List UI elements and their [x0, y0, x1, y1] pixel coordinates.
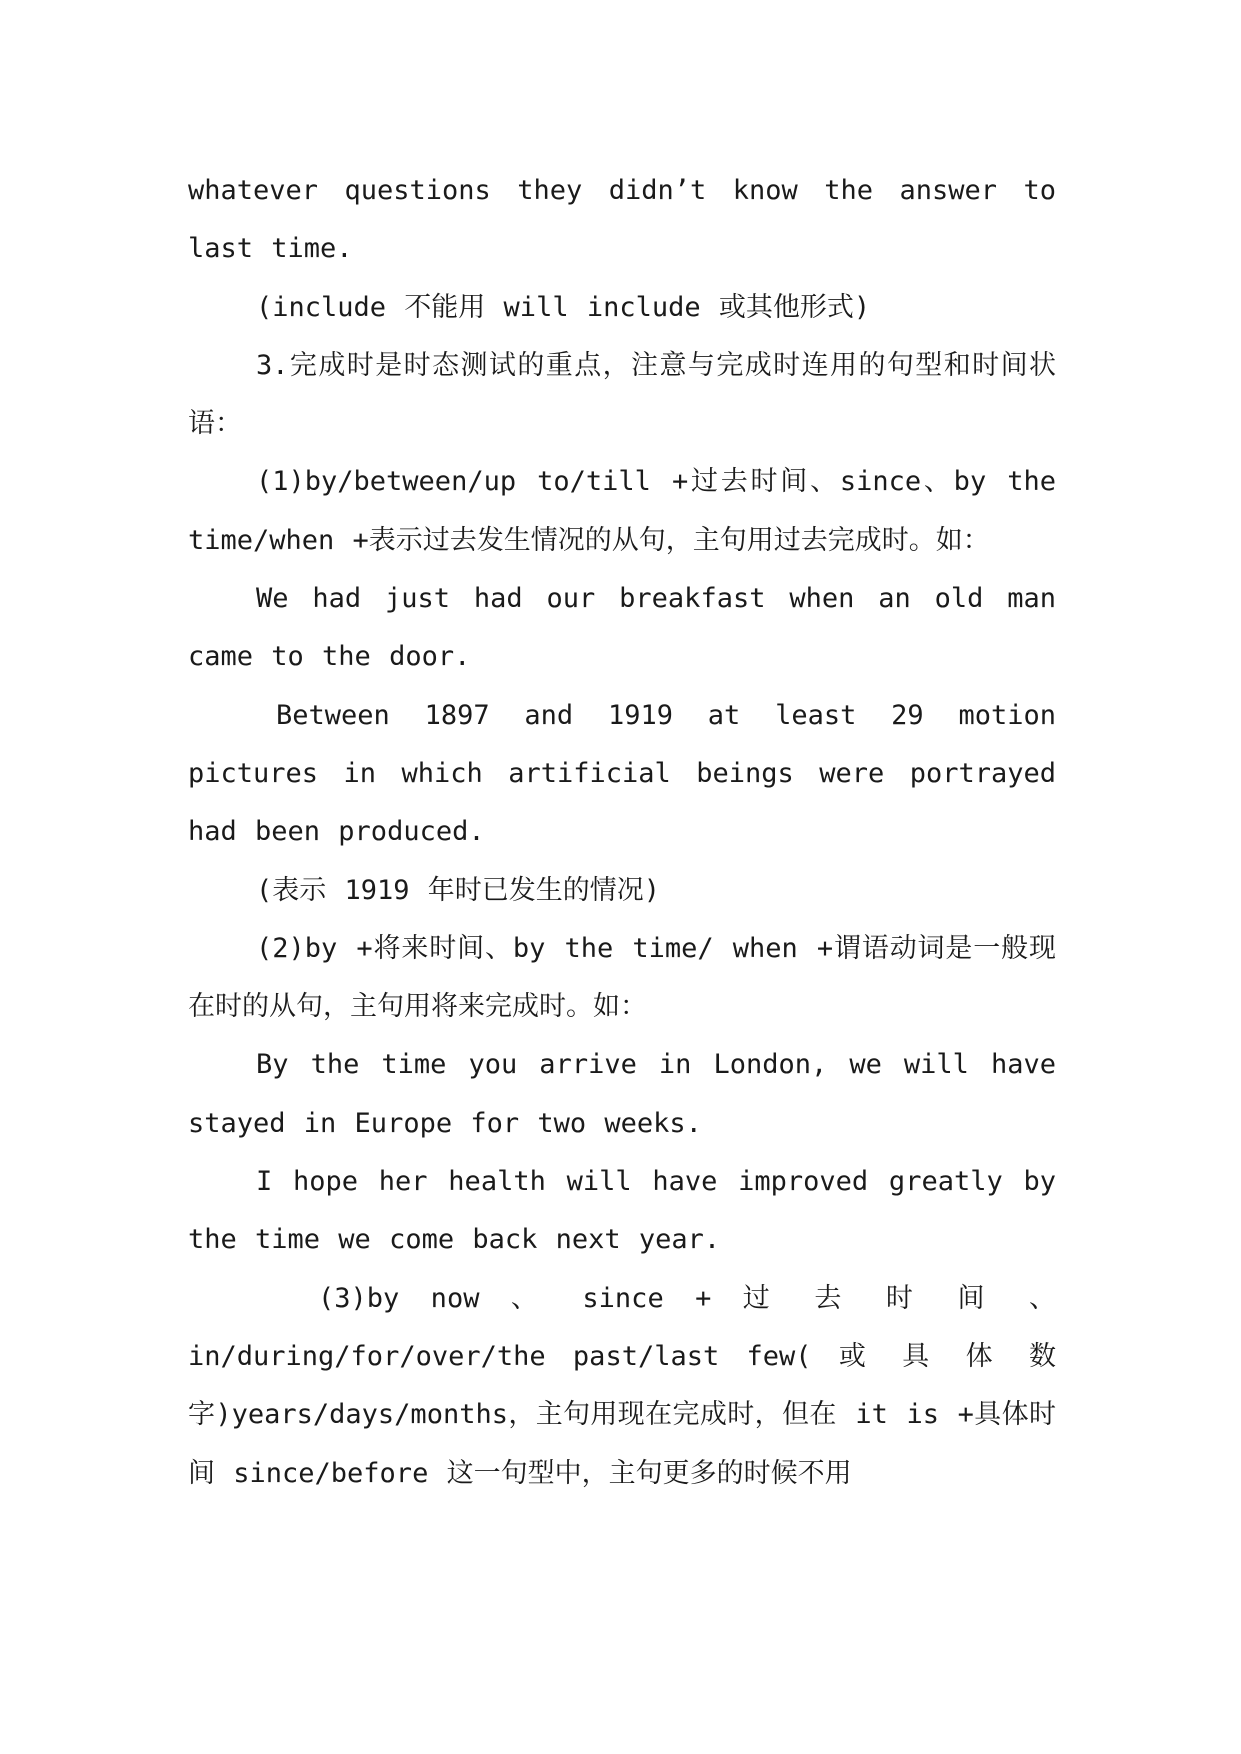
- paragraph-example-breakfast: We had just had our breakfast when an old man came to the door.: [188, 583, 1056, 673]
- paragraph-point-3: 3.完成时是时态测试的重点，注意与完成时连用的句型和时间状语：: [188, 349, 1056, 440]
- paragraph-note-include: (include 不能用 will include 或其他形式): [256, 291, 871, 323]
- paragraph-rule-1: (1)by/between/up to/till +过去时间、since、by the time/when +表示过去发生情况的从句，主句用过去完成时。如：: [188, 466, 1056, 556]
- paragraph-continuation: whatever questions they didn’t know the answer to last time.: [188, 175, 1056, 265]
- paragraph-note-1919: (表示 1919 年时已发生的情况): [256, 874, 661, 906]
- paragraph-example-motion-pictures: Between 1897 and 1919 at least 29 motion pictures in which artificial beings were portrayed had been produced.: [188, 699, 1056, 848]
- document-body: [188, 162, 1056, 1503]
- paragraph-rule-2: (2)by +将来时间、by the time/ when +谓语动词是一般现在时的从句，主句用将来完成时。如：: [188, 932, 1056, 1023]
- paragraph-example-london: By the time you arrive in London, we will have stayed in Europe for two weeks.: [188, 1049, 1056, 1139]
- paragraph-rule-3: (3)by now 、 since + 过 去 时 间 、 in/during/for/over/the past/last few( 或 具 体 数 字)years/days/months，主句用现在完成时，但在 it is +具体时间 since/before 这一句型中，主句更多的时候不用: [188, 1282, 1056, 1489]
- paragraph-example-health: I hope her health will have improved greatly by the time we come back next year.: [188, 1166, 1056, 1256]
